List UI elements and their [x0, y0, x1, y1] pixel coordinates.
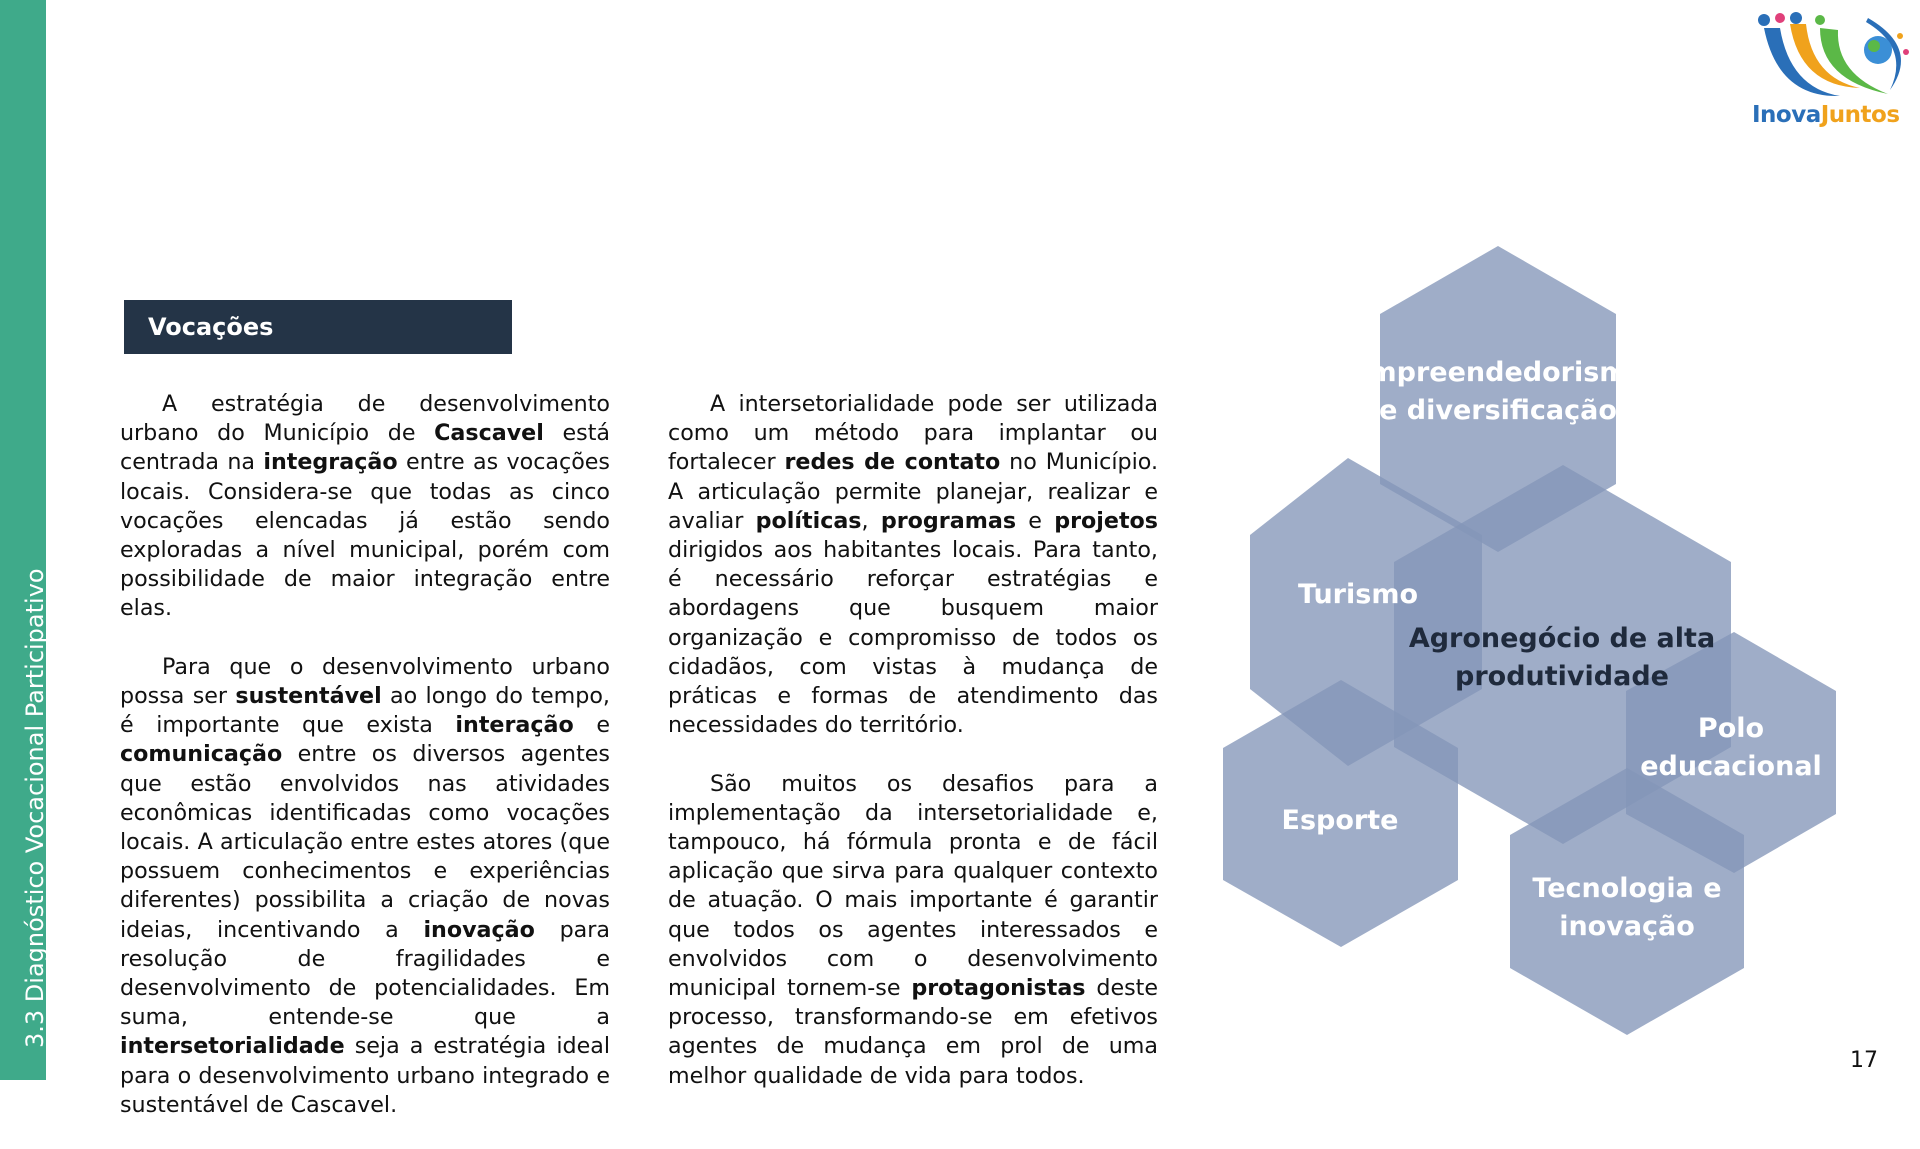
- text-column-right: [668, 390, 1158, 1120]
- logo-dot: [1790, 12, 1802, 24]
- paragraph: A intersetorialidade pode ser utilizada como um método para implantar ou fortalecer redes de contato no Município. A articulação permite planejar, realizar e avaliar políticas, programas e projetos dirigidos aos habitantes locais. Para tanto, é necessário reforçar estratégias e abordagens que busquem maior organização e compromisso de todos os cidadãos, com vistas à mudança de práticas e formas de atendimento das necessidades do território.: [668, 391, 1158, 739]
- paragraph: Para que o desenvolvimento urbano possa ser sustentável ao longo do tempo, é importante que exista interação e comunicação entre os diversos agentes que estão envolvidos nas atividades econômicas identificadas como vocações locais. A articulação entre estes atores (que possuem conhecimentos e experiências diferentes) possibilita a criação de novas ideias, incentivando a inovação para resolução de fragilidades e desenvolvimento de potencialidades. Em suma, entende-se que a intersetorialidade seja a estratégia ideal para o desenvolvimento urbano integrado e sustentável de Cascavel.: [120, 653, 610, 1118]
- page-number: 17: [1850, 1048, 1878, 1073]
- logo-dot: [1775, 13, 1785, 23]
- logo-dot: [1903, 49, 1909, 55]
- label-polo-2: educacional: [1640, 751, 1822, 782]
- vocations-diagram: [1220, 245, 1860, 1045]
- label-empreendedorismo-1: Empreendedorismo: [1350, 357, 1646, 388]
- paragraph: A estratégia de desenvolvimento urbano do Município de Cascavel está centrada na integração entre as vocações locais. Considera-se que todas as cinco vocações elencadas já estão sendo exploradas a nível municipal, porém com possibilidade de maior integração entre elas.: [120, 391, 610, 622]
- label-agronegocio-2: produtividade: [1455, 661, 1669, 692]
- logo-dot: [1815, 15, 1825, 25]
- label-tecnologia-2: inovação: [1559, 911, 1695, 942]
- label-empreendedorismo-2: e diversificação: [1379, 395, 1617, 426]
- section-header: [124, 300, 512, 354]
- label-turismo: Turismo: [1298, 579, 1418, 610]
- sidebar-band: [0, 0, 49, 1080]
- label-tecnologia-1: Tecnologia e: [1532, 873, 1722, 904]
- section-title: Vocações: [148, 313, 274, 341]
- logo-dot: [1897, 33, 1903, 39]
- sidebar-title: 3.3 Diagnóstico Vocacional Participativo: [21, 568, 49, 1048]
- label-esporte: Esporte: [1281, 805, 1399, 836]
- logo-dot: [1758, 14, 1770, 26]
- logo-globe-land: [1868, 40, 1880, 52]
- label-polo-1: Polo: [1697, 713, 1765, 744]
- logo-wordmark: InovaJuntos: [1752, 102, 1900, 128]
- paragraph: São muitos os desafios para a implementação da intersetorialidade e, tampouco, há fórmula pronta e de fácil aplicação que sirva para qualquer contexto de atuação. O mais importante é garantir que todos os agentes interessados e envolvidos com o desenvolvimento municipal tornem-se protagonistas deste processo, transformando-se em efetivos agentes de mudança em prol de uma melhor qualidade de vida para todos.: [668, 770, 1158, 1089]
- text-column-left: [120, 390, 610, 1149]
- label-agronegocio-1: Agronegócio de alta: [1408, 623, 1716, 654]
